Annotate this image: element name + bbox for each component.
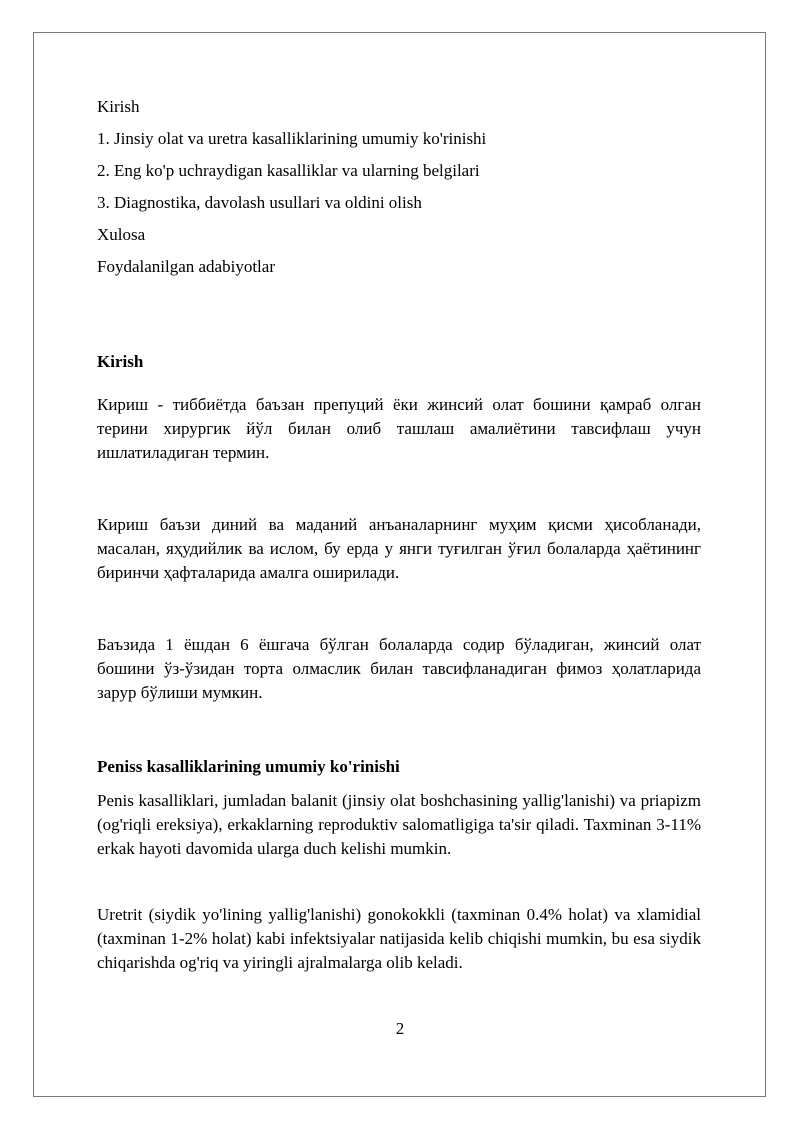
section-paragraph: Uretrit (siydik yo'lining yallig'lanishi) gonokokkli (taxminan 0.4% holat) va xlamidial (taxminan 1-2% holat) kabi infektsiyalar natijasida kelib chiqishi mumkin, bu esa siydik chiqarishda og'riq va yiringli ajralmalarga olib keladi. [97, 905, 701, 972]
toc-item: Xulosa [97, 225, 146, 244]
intro-paragraph: Кириш баъзи диний ва маданий анъаналарнинг муҳим қисми ҳисобланади, масалан, яҳудийлик ва ислом, бу ерда у янги туғилган ўғил болаларда ҳаётининг биринчи ҳафталарида амалга оширилади. [97, 515, 701, 582]
toc-item: Kirish [97, 97, 140, 116]
table-of-contents [97, 95, 701, 279]
toc-item: 2. Eng ko'p uchraydigan kasalliklar va ularning belgilari [97, 161, 480, 180]
section-paragraph: Penis kasalliklari, jumladan balanit (jinsiy olat boshchasining yallig'lanishi) va priapizm (og'riqli ereksiya), erkaklarning reproduktiv salomatligiga ta'sir qiladi. Taxminan 3-11% erkak hayoti davomida ularga duch kelishi mumkin. [97, 791, 701, 858]
toc-item: Foydalanilgan adabiyotlar [97, 257, 275, 276]
intro-paragraph: Баъзида 1 ёшдан 6 ёшгача бўлган болаларда содир бўладиган, жинсий олат бошини ўз-ўзидан торта олмаслик билан тавсифланадиган фимоз ҳолатларида зарур бўлиши мумкин. [97, 635, 701, 702]
toc-item: 3. Diagnostika, davolash usullari va oldini olish [97, 193, 422, 212]
intro-heading: Kirish [97, 352, 144, 371]
toc-item: 1. Jinsiy olat va uretra kasalliklarining umumiy ko'rinishi [97, 129, 487, 148]
page-number: 2 [395, 1019, 405, 1038]
section-heading: Peniss kasalliklarining umumiy ko'rinishi [97, 757, 400, 776]
intro-paragraph: Кириш - тиббиётда баъзан препуций ёки жинсий олат бошини қамраб олган терини хирургик йўл билан олиб ташлаш амалиётини тавсифлаш учун ишлатиладиган термин. [97, 395, 701, 462]
document-body [97, 95, 701, 975]
